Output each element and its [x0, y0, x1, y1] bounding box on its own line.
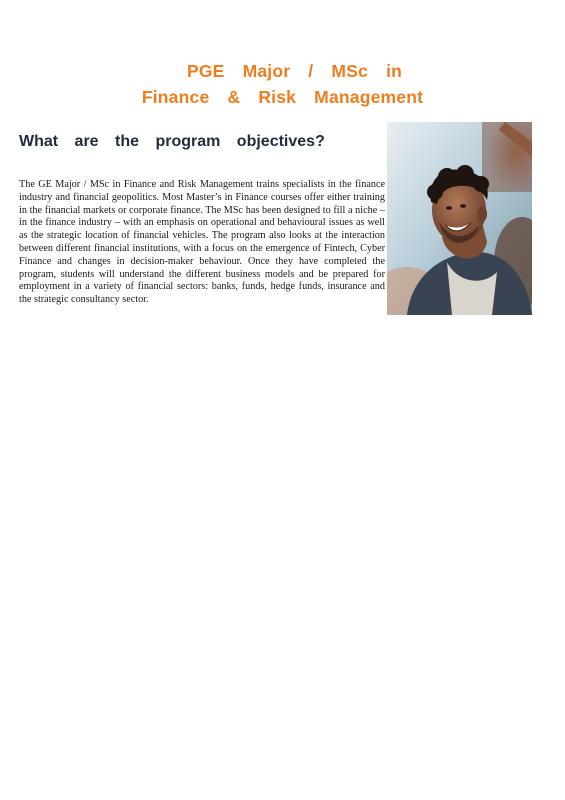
student-photo: [387, 122, 532, 315]
document-title-line-1: PGE Major / MSc in: [186, 61, 403, 81]
section-heading: What are the program objectives?: [19, 133, 325, 150]
document-title-line-2: Finance & Risk Management: [141, 87, 424, 107]
section-paragraph: The GE Major / MSc in Finance and Risk Management trains specialists in the finance industry and financial geopolitics. Most Master’s in Finance courses offer either training in the financial markets or corporate finance. The MSc has been designed to fill a niche – in the finance industry – with an emphasis on operational and behavioural issues as well as the strategic location of financial vehicles. The program also looks at the interaction between different financial institutions, with a focus on the emergence of Fintech, Cyber Finance and changes in decision-maker behaviour. Once they have completed the program, students will understand the different business models and be prepared for employment in a variety of financial sectors: banks, funds, hedge funds, insurance and the strategic consultancy sector.: [19, 179, 385, 306]
